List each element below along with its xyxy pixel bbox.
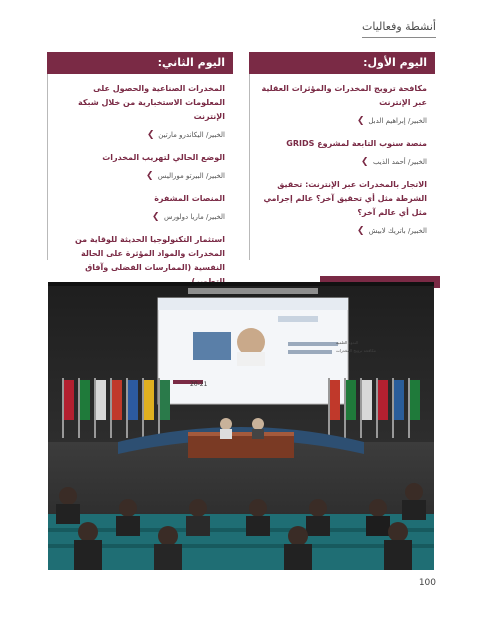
chevron-icon: ❮ <box>146 171 154 181</box>
speaker-name: الخبير/ باتريك لابيش <box>368 227 427 235</box>
day-one-header: اليوم الأول: <box>249 52 435 74</box>
conference-scene <box>48 282 434 570</box>
conference-photo <box>48 282 434 570</box>
speaker <box>54 129 225 141</box>
day-two-column <box>47 52 233 272</box>
chevron-icon: ❮ <box>152 212 160 222</box>
speaker-name: الخبير/ أحمد الذيب <box>372 158 427 166</box>
day-one-column <box>249 52 435 260</box>
topic: الاتجار بالمخدرات عبر الإنترنت: تحقيق الشرطة مثل أي تحقيق آخر؟ عالم إجرامي مثل أي عالم آخر؟ <box>263 180 427 217</box>
section-title: أنشطة وفعاليات <box>362 20 436 38</box>
chevron-icon: ❮ <box>356 116 365 126</box>
speaker-name: الخبير/ البيرتو موراليس <box>157 172 225 180</box>
screen-date: 20-21 <box>190 381 208 388</box>
topic: مكافحة ترويج المخدرات والمؤثرات العقلية عبر الإنترنت <box>261 84 427 107</box>
topic: منصة سنوب التابعة لمشروع GRIDS <box>286 139 427 148</box>
speaker <box>54 170 225 182</box>
day-two-body <box>47 74 233 272</box>
chevron-icon: ❮ <box>146 130 155 140</box>
speaker-name: الخبير/ ماريا دولورس <box>163 213 225 221</box>
chevron-icon: ❮ <box>361 157 369 167</box>
topic: الوضع الحالي لتهريب المخدرات <box>102 153 225 162</box>
chevron-icon: ❮ <box>357 226 365 236</box>
topic: المنصات المشفرة <box>154 194 225 203</box>
day-one-body <box>249 74 435 260</box>
screen-caption-2: مكافحة ترويج المخدرات <box>336 348 376 353</box>
projection-screen <box>158 298 348 404</box>
topic: استثمار التكنولوجيا الحديثة للوقاية من المخدرات والمواد المؤثرة على الحالة النفسية (الممارسات الفضلى وآفاق <box>74 235 225 272</box>
speaker <box>256 156 427 168</box>
page-number: 100 <box>418 578 436 588</box>
day-two-header: اليوم الثاني: <box>47 52 233 74</box>
speaker <box>256 115 427 127</box>
speaker-name: الخبير/ إبراهيم الدبل <box>368 117 427 125</box>
speaker <box>54 211 225 223</box>
speaker-name: الخبير/ اليكاندرو مارتين <box>158 131 225 139</box>
screen-caption-1: الندوة العلمية <box>336 340 359 345</box>
topic: المخدرات الصناعية والحصول على المعلومات الاستخبارية من خلال شبكة الإنترنت <box>78 84 225 121</box>
speaker <box>256 225 427 237</box>
